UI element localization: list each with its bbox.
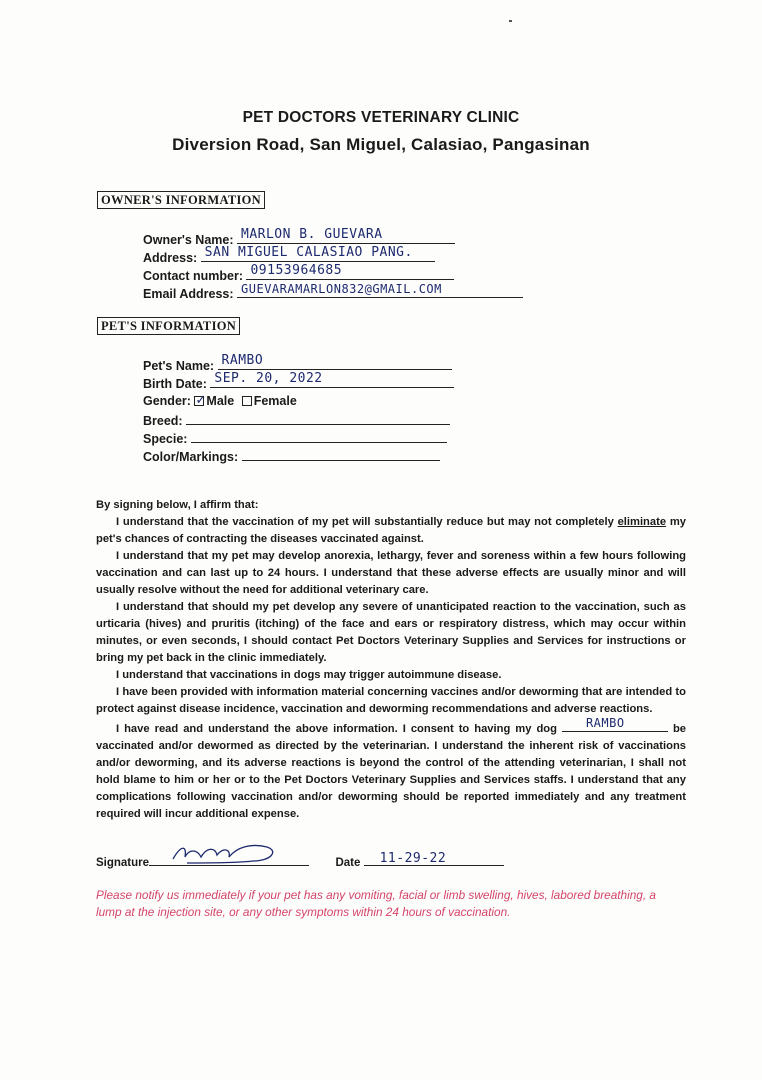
owner-contact-value: 09153964685 (250, 263, 343, 278)
consent-paragraph-1 (96, 514, 686, 548)
male-label: Male (206, 394, 235, 408)
consent-intro: By signing below, I affirm that: (96, 499, 259, 511)
consent-paragraph-2: I understand that my pet may develop anorexia, lethargy, fever and soreness within a few hours following vaccination and can last up to 24 hours. I understand that these adverse effects are usually minor and will usually resolve without the need for additional veterinary care. (96, 550, 686, 596)
pet-breed-label: Breed: (143, 414, 183, 428)
consent-p6-rest: be vaccinated and/or dewormed as directed by the veterinarian. I understand the inherent risk of vaccinations and/or deworming, and its adverse reactions is beyond the control of the attending veterinarian, I shall not hold blame to him or her or to the Pet Doctors Veterinary Supplies and Services staffs. I understand that any complications following vaccination and/or deworming should be reported immediately and any treatment required will incur additional expense. (96, 723, 687, 820)
owner-contact-label: Contact number: (143, 269, 243, 283)
female-label: Female (253, 394, 297, 408)
pet-birth-value: SEP. 20, 2022 (214, 371, 323, 386)
owner-section-heading: OWNER'S INFORMATION (97, 191, 265, 209)
consent-paragraph-3: I understand that should my pet develop any severe of unanticipated reaction to the vaccination, such as urticaria (hives) and pruritis (itching) of the face and ears or respiratory distress, which may occur within minutes, or even seconds, I should contact Pet Doctors Veterinary Supplies and Services for instructions or bring my pet back in the clinic immediately. (96, 601, 686, 664)
owner-email-field[interactable] (237, 283, 523, 298)
pet-breed-field[interactable] (186, 410, 450, 425)
consent-p1-rest: my pet's chances of contracting the diseases vaccinated against. (96, 516, 686, 545)
consent-paragraph-5: I have been provided with information material concerning vaccines and/or deworming that are intended to protect against disease incidence, vaccination and deworming recommendations and adverse reactions. (96, 686, 686, 715)
owner-email-value: GUEVARAMARLON832@GMAIL.COM (241, 282, 442, 296)
male-checkbox[interactable] (194, 392, 207, 407)
dog-name-field[interactable] (562, 718, 668, 732)
pet-gender-label: Gender: (143, 394, 191, 408)
female-checkbox[interactable] (242, 396, 252, 406)
pet-section-heading: PET'S INFORMATION (97, 317, 240, 335)
owner-address-label: Address: (143, 251, 198, 265)
handwritten-signature-icon (167, 841, 307, 867)
pet-color-row (143, 446, 440, 466)
owner-address-value: SAN MIGUEL CALASIAO PANG. (204, 245, 413, 260)
owner-name-value: MARLON B. GUEVARA (241, 227, 383, 242)
signature-row (96, 850, 504, 869)
pet-color-field[interactable] (242, 446, 440, 461)
owner-address-field[interactable] (201, 247, 435, 262)
dog-name-value: RAMBO (585, 716, 625, 730)
scan-speck (509, 20, 512, 22)
owner-contact-field[interactable] (246, 265, 454, 280)
pet-breed-row (143, 410, 450, 430)
clinic-address: Diversion Road, San Miguel, Calasiao, Pangasinan (172, 135, 590, 154)
pet-birth-row (143, 373, 454, 393)
date-label: Date (335, 857, 361, 869)
owner-name-field[interactable] (237, 229, 455, 244)
signature-field[interactable] (149, 850, 309, 866)
clinic-name: PET DOCTORS VETERINARY CLINIC (242, 109, 520, 126)
owner-email-row (143, 283, 523, 303)
pet-birth-label: Birth Date: (143, 377, 207, 391)
consent-text (96, 497, 686, 823)
signature-label: Signature (96, 857, 150, 869)
pet-birth-field[interactable] (210, 373, 454, 388)
consent-p1-underlined: eliminate (617, 516, 667, 528)
check-mark-icon: ✓ (195, 392, 207, 407)
pet-color-label: Color/Markings: (143, 450, 239, 464)
owner-name-label: Owner's Name: (143, 233, 234, 247)
consent-p6-text: I have read and understand the above information. I consent to having my dog (116, 723, 557, 735)
pet-specie-field[interactable] (191, 428, 447, 443)
date-field[interactable] (364, 850, 504, 866)
consent-p1-text: I understand that the vaccination of my pet will substantially reduce but may not completely (116, 516, 614, 528)
pet-name-value: RAMBO (221, 353, 264, 368)
notice-text: Please notify us immediately if your pet has any vomiting, facial or limb swelling, hives, labored breathing, a lump at the injection site, or any other symptoms within 24 hours of vaccination. (96, 888, 656, 919)
pet-specie-label: Specie: (143, 432, 188, 446)
owner-email-label: Email Address: (143, 287, 234, 301)
pet-specie-row (143, 428, 447, 448)
pet-gender-row (143, 392, 297, 410)
pet-name-field[interactable] (218, 355, 452, 370)
pet-name-label: Pet's Name: (143, 359, 215, 373)
consent-paragraph-4: I understand that vaccinations in dogs may trigger autoimmune disease. (116, 669, 502, 681)
consent-paragraph-6 (96, 718, 686, 823)
date-value: 11-29-22 (379, 851, 447, 866)
